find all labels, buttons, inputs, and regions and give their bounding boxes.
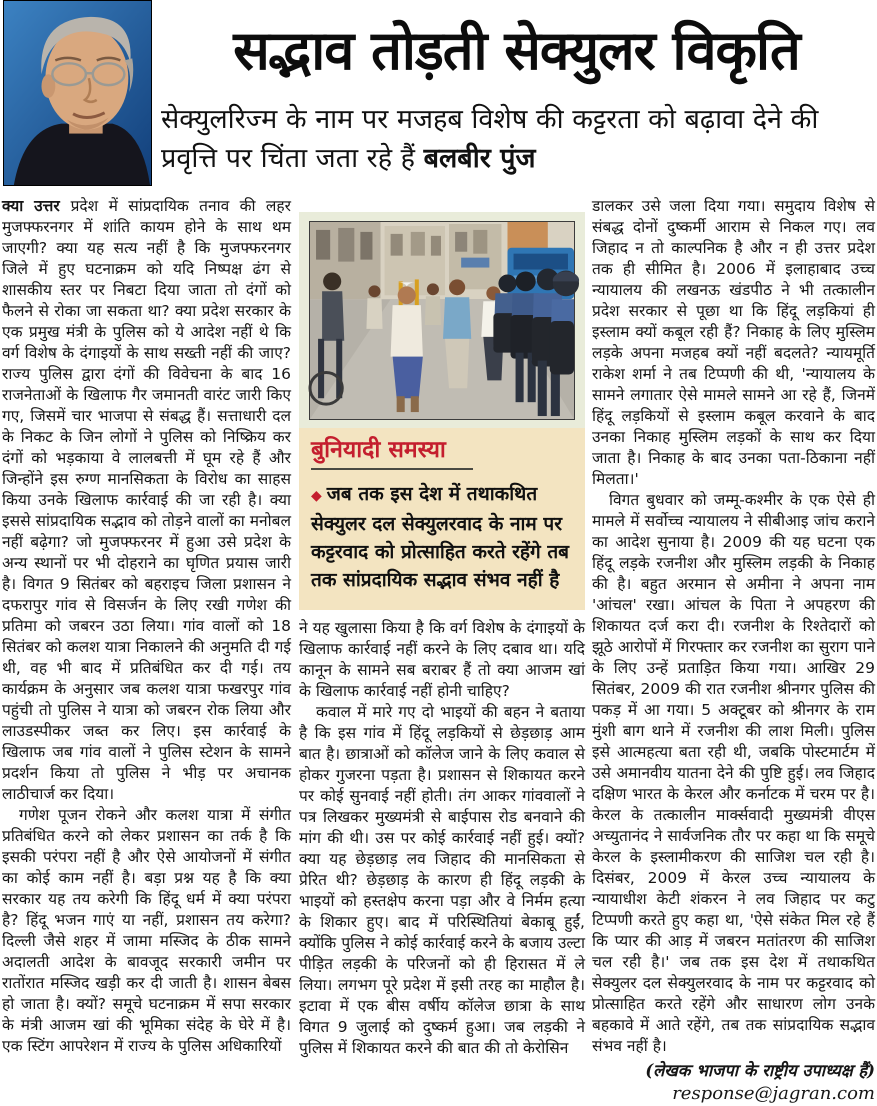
author-portrait-image — [4, 1, 151, 185]
lead-in-words: क्या उत्तर — [2, 197, 71, 215]
news-photo-panel — [299, 212, 585, 428]
paragraph-text: प्रदेश में सांप्रदायिक तनाव की लहर मुजफ्फरनगर में शांति कायम होने के साथ थम जाएगी? क्या यह सत्य नहीं है कि मुजफ्फरनगर जिले में हुए घटनाक्रम को यदि निष्पक्ष ढंग से शासकीय स्तर पर निबटा दिया जाता तो दंगों को फैलने से रोका जा सकता था? क्या प्रदेश सरकार के एक प्रमुख मंत्री के पुलिस को ये आदेश नहीं थे कि वर्ग विशेष के दंगाइयों के साथ सख्ती नहीं की जाए? राज्य पुलिस द्वारा दंगों की विवेचना के बाद 16 राजनेताओं के खिलाफ गैर जमानती वारंट जारी किए गए, जिसमें चार भाजपा से संबद्ध हैं। सत्ताधारी दल के निकट के जिन लोगों ने पुलिस को निष्क्रिय कर दंगों को भड़काया वे लालबत्ती में घूम रहे हैं और जिन्होंने इस रुग्ण मानसिकता के विरोध का साहस किया उनके खिलाफ कार्रवाई की जा रही है। क्या इससे सांप्रदायिक सद्भाव को तोड़ने वालों का मनोबल नहीं बढ़ेगा? जो मुजफ्फरनर में हुआ उसे प्रदेश के अन्य स्थानों पर भी दोहराने का घृणित प्रयास जारी है। विगत 9 सितंबर को बहराइच जिला प्रशासन ने दफरापुर गांव से विसर्जन के लिए रखी गणेश की प्रतिमा को जबरन उठा लिया। गांव वालों को 18 सितंबर को कलश यात्रा निकालने की अनुमति दी गई थी, वह भी बाद में प्रतिबंधित कर दी गई। तय कार्यक्रम के अनुसार जब कलश यात्रा फखरपुर गांव पहुंची तो पुलिस ने यात्रा को जबरन रोक लिया और लाउडस्पीकर जब्त कर लिए। इस कार्रवाई के खिलाफ जब गांव वालों ने पुलिस स्टेशन के सामने प्रदर्शन किया तो पुलिस ने भीड़ पर अचानक लाठीचार्ज कर दिया। — [2, 197, 291, 803]
article-standfirst — [161, 100, 875, 188]
street-scene-image — [310, 222, 574, 419]
paragraph: डालकर उसे जला दिया गया। समुदाय विशेष से संबद्ध दोनों दुष्कर्मी आराम से निकल गए। लव जिहाद न तो काल्पनिक है और न ही उत्तर प्रदेश तक ही सीमित है। 2006 में इलाहाबाद उच्च न्यायालय की लखनऊ खंडपीठ ने भी तत्कालीन प्रदेश सरकार से पूछा था कि हिंदू लड़कियां ही इस्लाम क्यों कबूल रही हैं? निकाह के लिए मुस्लिम लड़के अपना मजहब क्यों नहीं बदलते? न्यायमूर्ति राकेश शर्मा ने तब टिप्पणी की थी, 'न्यायालय के सामने लगातार ऐसे मामले सामने आ रहे हैं, जिनमें हिंदू लड़कियों से इस्लाम कबूल करवाने के बाद उनका निकाह मुस्लिम लड़कों के साथ कर दिया जाता है। निकाह के बाद उनका पता-ठिकाना नहीं मिलता।' — [592, 197, 875, 488]
paragraph: ने यह खुलासा किया है कि वर्ग विशेष के दंगाइयों के खिलाफ कार्रवाई नहीं करने के लिए दबाव था। यदि कानून के सामने सब बराबर हैं तो क्या आजम खां के खिलाफ कार्रवाई नहीं होनी चाहिए? — [299, 619, 585, 700]
infobox-quote-text: जब तक इस देश में तथाकथित सेक्युलर दल सेक्युलरवाद के नाम पर कट्टरवाद को प्रोत्साहित करते रहेंगे तब तक सांप्रदायिक सद्भाव संभव नहीं है — [311, 483, 570, 591]
article-headline: सद्भाव तोड़ती सेक्युलर विकृति — [233, 19, 800, 82]
standfirst-text: सेक्युलरिज्म के नाम पर मजहब विशेष की कट्टरता को बढ़ावा देने की प्रवृत्ति पर चिंता जता रहे हैं — [161, 104, 819, 174]
paragraph: कवाल में मारे गए दो भाइयों की बहन ने बताया है कि इस गांव में हिंदू लड़कियों से छेड़छाड़ आम बात है। छात्राओं को कॉलेज जाने के लिए कवाल से होकर गुजरना पड़ता है। प्रशासन से शिकायत करने पर कोई सुनवाई नहीं होती। तंग आकर गांववालों ने पत्र लिखकर मुख्यमंत्री से बाईपास रोड बनवाने की मांग की थी। उस पर कोई कार्रवाई नहीं हुई। क्यों? क्या यह छेड़छाड़ लव जिहाद की मानसिकता से प्रेरित थी? छेड़छाड़ के कारण ही हिंदू लड़की के भाइयों को हस्तक्षेप करना पड़ा और वे निर्मम हत्या के शिकार हुए। बाद में परिस्थितियां बेकाबू हुईं, क्योंकि पुलिस ने कोई कार्रवाई करने के बजाय उल्टा पीड़ित लड़की के परिजनों को ही हिरासत में ले लिया। लगभग पूरे प्रदेश में इसी तरह का माहौल है। इटावा में एक बीस वर्षीय कॉलेज छात्रा के साथ विगत 9 जुलाई को दुष्कर्म हुआ। जब लड़की ने पुलिस में शिकायत करने की बात की तो केरोसिन — [299, 703, 585, 1057]
author-photo — [3, 0, 152, 186]
author-name: बलबीर पुंज — [423, 143, 536, 174]
article-column-right — [592, 196, 875, 1104]
pull-quote-box — [299, 428, 585, 610]
author-credit-line: (लेखक भाजपा के राष्ट्रीय उपाध्यक्ष हैं) — [645, 1061, 875, 1080]
article-column-middle — [299, 196, 585, 1057]
diamond-bullet-icon: ◆ — [311, 488, 322, 504]
response-email-link[interactable]: response@jagran.com — [672, 1083, 875, 1104]
paragraph: विगत बुधवार को जम्मू-कश्मीर के एक ऐसे ही मामले में सर्वोच्च न्यायालय ने सीबीआइ जांच कराने का आदेश सुनाया है। 2009 की यह घटना एक हिंदू लड़के रजनीश और मुस्लिम लड़की के निकाह की है। बहुत अरमान से अमीना ने अपना नाम 'आंचल' रखा। आंचल के पिता ने अपहरण की शिकायत दर्ज करा दी। रजनीश के रिश्तेदारों को झूठे आरोपों में गिरफ्तार कर रजनीश का सुराग पाने के लिए उन्हें प्रताड़ित किया गया। आखिर 29 सितंबर, 2009 की रात रजनीश श्रीनगर पुलिस की पकड़ में आ गया। 5 अक्टूबर को श्रीनगर के राम मुंशी बाग थाने में रजनीश की लाश मिली। पुलिस इसे आत्महत्या बता रही थी, जबकि पोस्टमार्टम में उसे अमानवीय यातना देने की पुष्टि हुई। लव जिहाद दक्षिण भारत के केरल और कर्नाटक में चरम पर है। केरल के तत्कालीन मार्क्सवादी मुख्यमंत्री वीएस अच्युतानंद ने सार्वजनिक तौर पर कहा था कि समूचे केरल के इस्लामीकरण की साजिश चल रही है। दिसंबर, 2009 में केरल उच्च न्यायालय के न्यायाधीश केटी शंकरन ने लव जिहाद पर कटु टिप्पणी करते हुए कहा था, 'ऐसे संकेत मिल रहे हैं कि प्यार की आड़ में जबरन मतांतरण की साजिश चल रही है।' जब तक इस देश में तथाकथित सेक्युलर दल सेक्युलरवाद के नाम पर कट्टरवाद को प्रोत्साहित करते रहेंगे और साधारण लोग उनके बहकावे में आते रहेंगे, तब तक सांप्रदायिक सद्भाव संभव नहीं है। — [592, 491, 875, 1055]
infobox-rule — [311, 468, 473, 470]
article-column-left — [2, 196, 291, 1053]
middle-column-text — [299, 618, 585, 1059]
infobox-quote — [311, 480, 573, 594]
paragraph — [2, 196, 291, 805]
paragraph: गणेश पूजन रोकने और कलश यात्रा में संगीत प्रतिबंधित करने को लेकर प्रशासन का तर्क है कि इसकी परंपरा नहीं है और ऐसे आयोजनों में संगीत का कोई काम नहीं है। बड़ा प्रश्न यह है कि क्या सरकार यह तय करेगी कि हिंदू धर्म में क्या परंपरा है? हिंदू भजन गाएं या नहीं, प्रशासन तय करेगा? दिल्ली जैसे शहर में जामा मस्जिद के ठीक सामने अदालती आदेश के बावजूद सरकारी जमीन पर रातोंरात मस्जिद खड़ी कर दी जाती है। शासन बेबस हो जाता है। क्यों? समूचे घटनाक्रम में सपा सरकार के मंत्री आजम खां की भूमिका संदेह के घेरे में है। एक स्टिंग आपरेशन में राज्य के पुलिस अधिकारियों — [2, 806, 291, 1055]
street-riot-police-photo — [309, 221, 575, 420]
infobox-heading: बुनियादी समस्या — [311, 437, 446, 463]
